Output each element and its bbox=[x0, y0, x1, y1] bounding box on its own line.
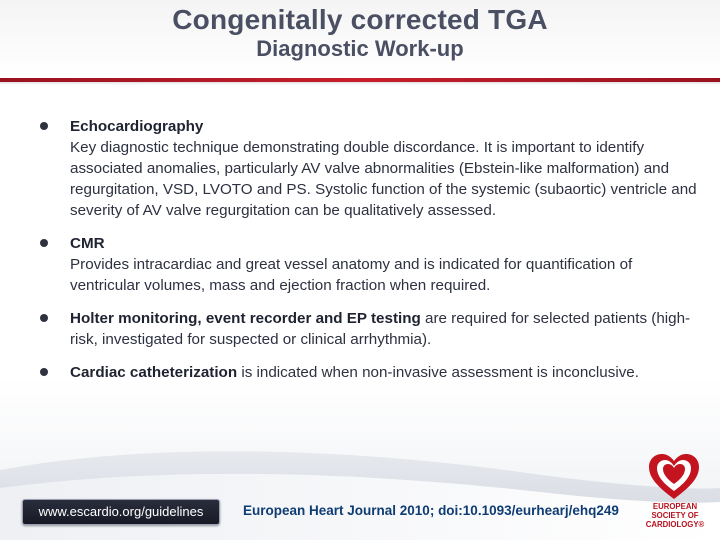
bullet-cardiac-catheterization bbox=[40, 362, 700, 383]
bullet-list bbox=[40, 116, 700, 395]
bullet-body bbox=[70, 308, 700, 350]
bullet-text: Provides intracardiac and great vessel anatomy and is indicated for quantification of ventricular volumes, mass and ejection fraction when required. bbox=[70, 256, 633, 294]
bullet-dot bbox=[40, 314, 48, 322]
esc-logo-line: CARDIOLOGY® bbox=[645, 520, 705, 529]
esc-logo-line: EUROPEAN bbox=[652, 502, 698, 511]
bullet-heading: Echocardiography bbox=[70, 118, 204, 135]
esc-logo-text bbox=[642, 502, 708, 529]
bullet-body bbox=[70, 116, 700, 221]
bullet-body bbox=[70, 362, 700, 383]
bullet-dot bbox=[40, 239, 48, 247]
bullet-text: are required for selected patients (high-risk, investigated for suspected or clinical arrhythmia). bbox=[70, 310, 691, 348]
bullet-cmr bbox=[40, 233, 700, 296]
journal-citation: European Heart Journal 2010; doi:10.1093/eurhearj/ehq249 bbox=[243, 503, 619, 518]
title-divider-shadow bbox=[0, 82, 720, 85]
esc-logo-line: SOCIETY OF bbox=[651, 511, 699, 520]
bullet-bold-lead: Holter monitoring, event recorder and EP testing bbox=[70, 310, 421, 327]
bullet-heading: CMR bbox=[70, 235, 105, 252]
bullet-bold-lead: Cardiac catheterization bbox=[70, 364, 238, 381]
bullet-echocardiography bbox=[40, 116, 700, 221]
slide-subtitle: Diagnostic Work-up bbox=[256, 36, 464, 61]
bullet-dot bbox=[40, 368, 48, 376]
bullet-text: is indicated when non-invasive assessment is inconclusive. bbox=[237, 364, 639, 381]
title-block bbox=[0, 4, 720, 62]
guidelines-url-link[interactable]: www.escardio.org/guidelines bbox=[22, 499, 220, 525]
bullet-dot bbox=[40, 122, 48, 130]
bullet-text: Key diagnostic technique demonstrating double discordance. It is important to identify associated anomalies, particularly AV valve abnormalities (Ebstein-like malformation) and regurgitation, VSD, LVOTO and PS. Systolic function of the systemic (subaortic) ventricle and severity of AV valve regurgitation can be qualitatively assessed. bbox=[70, 139, 697, 219]
heart-logo-icon bbox=[646, 452, 702, 502]
esc-logo bbox=[642, 452, 708, 536]
slide-title: Congenitally corrected TGA bbox=[172, 4, 548, 35]
bullet-body bbox=[70, 233, 700, 296]
bullet-holter-monitoring bbox=[40, 308, 700, 350]
